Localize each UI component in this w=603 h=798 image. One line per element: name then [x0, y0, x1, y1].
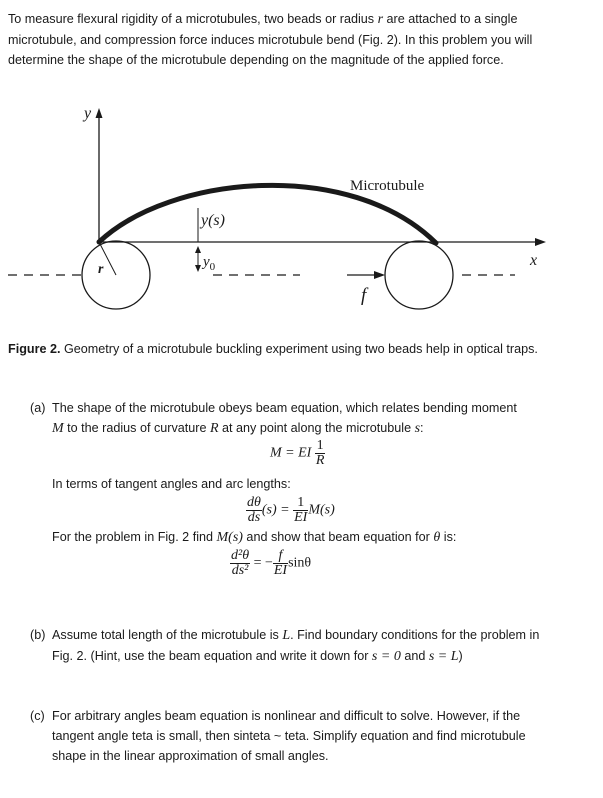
figure-2-diagram — [0, 100, 603, 325]
eq2-frac-denominator: EI — [294, 510, 308, 525]
y-axis-label: y — [84, 105, 92, 122]
eq3-frac-numerator: f — [278, 548, 283, 563]
part-c — [30, 706, 555, 766]
part-a-text-4: : — [420, 421, 424, 435]
y-axis-arrow — [96, 108, 103, 118]
part-b-text-2: . Find boundary conditions for the problem in Fig. 2. (Hint, use the beam equation and write it down for — [52, 628, 540, 663]
eq2-fraction — [293, 496, 308, 525]
part-b-text — [52, 625, 555, 667]
eq2-denominator: ds — [247, 510, 261, 525]
part-b-text-4: ) — [458, 649, 463, 663]
part-b — [30, 625, 555, 667]
part-c-text: For arbitrary angles beam equation is nonlinear and difficult to solve. However, if the tangent angle teta is small, then sinteta ~ teta. Simplify equation and find microtubule shape in the linear approximation of small angles. — [52, 709, 526, 763]
find-text-3: is: — [440, 530, 457, 544]
y0-label — [201, 254, 216, 273]
y0-arrow-down — [195, 265, 201, 272]
force-arrow-head — [374, 271, 385, 279]
intro-r-symbol: r — [377, 12, 384, 27]
figure-caption — [8, 339, 568, 359]
find-Ms-symbol: M(s) — [216, 530, 243, 545]
eq1-fraction — [315, 439, 326, 468]
eq3-denominator: ds² — [231, 563, 249, 578]
equation-1 — [270, 439, 325, 468]
y0-arrow-up — [195, 246, 201, 253]
part-b-L-symbol: L — [282, 628, 291, 643]
eq1-denominator: R — [315, 453, 325, 468]
caption-text: Geometry of a microtubule buckling experiment using two beads help in optical traps. — [60, 342, 538, 356]
eq3-numerator: d²θ — [231, 548, 250, 563]
ys-label: y(s) — [201, 212, 225, 229]
eq2-rhs: M(s) — [308, 502, 335, 518]
force-label: f — [361, 285, 367, 306]
eq3-derivative — [230, 549, 250, 578]
eq3-fraction — [273, 549, 288, 578]
find-text-line — [52, 527, 572, 548]
part-a-text-3: at any point along the microtubule — [218, 421, 415, 435]
part-a-text-2: to the radius of curvature — [63, 421, 210, 435]
caption-label: Figure 2. — [8, 342, 61, 356]
radius-label: r — [98, 262, 104, 277]
part-b-tag: (b) — [30, 628, 46, 642]
part-a-tag: (a) — [30, 401, 46, 415]
eq2-numerator: dθ — [247, 495, 261, 510]
eq2-derivative — [246, 496, 262, 525]
intro-paragraph — [8, 9, 568, 70]
x-axis-arrow — [535, 238, 546, 246]
part-a-s-symbol: s — [414, 421, 421, 436]
x-axis-label: x — [530, 252, 538, 269]
y0-label-sub: 0 — [209, 261, 216, 273]
eq2-frac-numerator: 1 — [297, 495, 305, 510]
part-a-R-symbol: R — [209, 421, 219, 436]
eq1-lhs: M = EI — [270, 445, 312, 461]
equation-3 — [230, 549, 311, 578]
eq3-rhs: sinθ — [288, 555, 312, 571]
find-text-1: For the problem in Fig. 2 find — [52, 530, 217, 544]
part-b-text-1: Assume total length of the microtubule is — [52, 628, 283, 642]
part-c-tag: (c) — [30, 709, 45, 723]
intro-text-2: are attached to a single microtubule, and compression force induces microtubule bend (Fig. 2). In this problem you will determine the shape of the microtubule depending on the magnitude of the applied force. — [8, 12, 533, 67]
part-a-text — [52, 398, 555, 439]
intro-text-1: To measure flexural rigidity of a microtubules, two beads or radius — [8, 12, 378, 26]
eq3-middle: = − — [253, 555, 273, 571]
part-a-text-1: The shape of the microtubule obeys beam equation, which relates bending moment — [52, 401, 517, 415]
tangent-angles-text: In terms of tangent angles and arc lengths: — [52, 477, 291, 491]
eq2-middle: (s) = — [261, 502, 290, 518]
find-text-2: and show that beam equation for — [242, 530, 434, 544]
y0-label-main: y — [203, 254, 210, 270]
part-b-s0: s = 0 — [371, 649, 401, 664]
part-b-sL: s = L — [428, 649, 459, 664]
eq1-numerator: 1 — [316, 438, 324, 453]
find-theta-symbol: θ — [433, 530, 441, 545]
eq3-frac-denominator: EI — [273, 563, 288, 578]
equation-2 — [246, 496, 335, 525]
microtubule-label: Microtubule — [350, 178, 425, 194]
bead-right — [385, 241, 453, 309]
part-a — [30, 398, 555, 439]
part-b-text-3: and — [400, 649, 429, 663]
part-a-M-symbol: M — [52, 421, 64, 436]
